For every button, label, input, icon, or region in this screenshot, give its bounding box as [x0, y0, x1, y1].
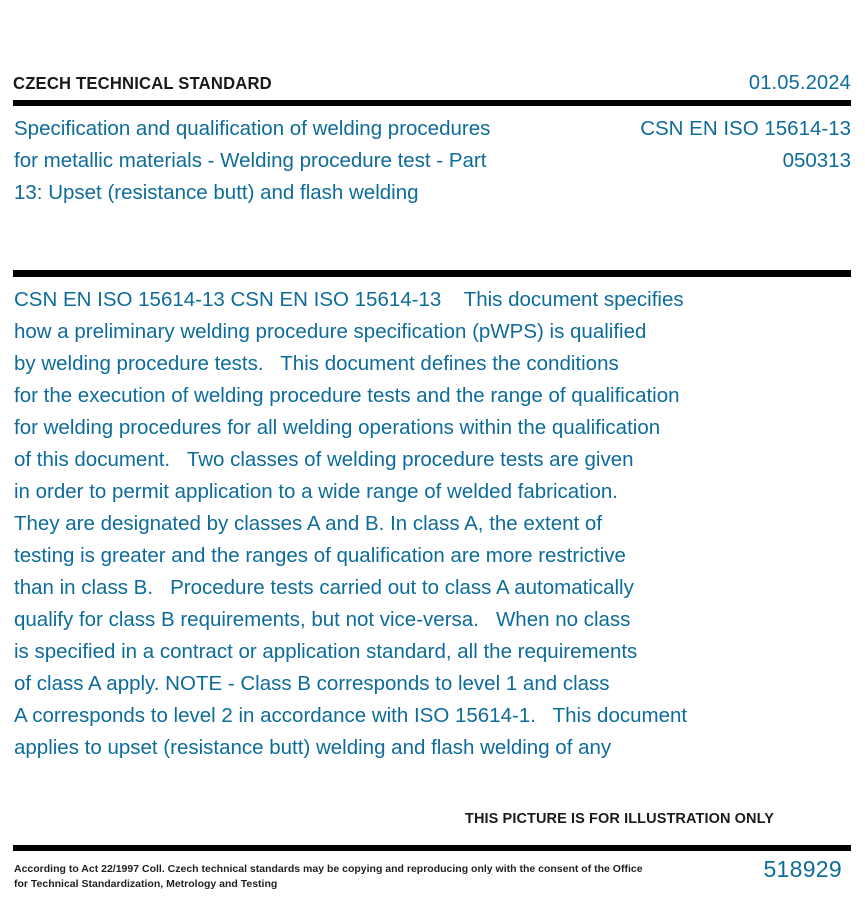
footer-divider-rule	[13, 845, 851, 851]
footer-legal-notice	[14, 862, 643, 892]
abstract-line: qualify for class B requirements, but not vice-versa. When no class	[14, 608, 631, 631]
footer-legal-line: According to Act 22/1997 Coll. Czech technical standards may be copying and reproducing only with the consent of the Office	[14, 863, 643, 875]
standard-classification-code: 050313	[782, 149, 851, 172]
abstract-line: CSN EN ISO 15614-13 CSN EN ISO 15614-13 This document specifies	[14, 288, 684, 311]
header-divider-rule	[13, 100, 851, 106]
document-header	[13, 72, 851, 98]
abstract-line: for the execution of welding procedure tests and the range of qualification	[14, 384, 680, 407]
abstract-line: of class A apply. NOTE - Class B corresponds to level 1 and class	[14, 672, 610, 695]
abstract-line: how a preliminary welding procedure specification (pWPS) is qualified	[14, 320, 647, 343]
footer-legal-line: for Technical Standardization, Metrology and Testing	[14, 878, 278, 890]
document-footer	[14, 856, 851, 892]
abstract-text	[14, 284, 844, 764]
standard-designation: CSN EN ISO 15614-13	[640, 117, 851, 140]
publication-date: 01.05.2024	[748, 72, 851, 94]
abstract-line: by welding procedure tests. This document defines the conditions	[14, 352, 619, 375]
abstract-line: than in class B. Procedure tests carried out to class A automatically	[14, 576, 634, 599]
abstract-line: testing is greater and the ranges of qualification are more restrictive	[14, 544, 626, 567]
title-line-1: Specification and qualification of welding procedures	[14, 117, 491, 140]
abstract-line: for welding procedures for all welding operations within the qualification	[14, 416, 661, 439]
title-line-2: for metallic materials - Welding procedure test - Part	[14, 149, 487, 172]
abstract-line: in order to permit application to a wide range of welded fabrication.	[14, 480, 618, 503]
title-block	[14, 113, 851, 209]
illustration-only-notice: THIS PICTURE IS FOR ILLUSTRATION ONLY	[464, 811, 774, 827]
abstract-line: applies to upset (resistance butt) welding and flash welding of any	[14, 736, 612, 759]
abstract-line: is specified in a contract or application standard, all the requirements	[14, 640, 638, 663]
title-line-3: 13: Upset (resistance butt) and flash welding	[14, 181, 419, 204]
catalogue-number: 518929	[763, 856, 842, 882]
abstract-divider-rule	[13, 270, 851, 277]
abstract-line: A corresponds to level 2 in accordance with ISO 15614-1. This document	[14, 704, 688, 727]
abstract-line: They are designated by classes A and B. In class A, the extent of	[14, 512, 603, 535]
standard-kicker: CZECH TECHNICAL STANDARD	[13, 73, 272, 93]
abstract-line: of this document. Two classes of welding procedure tests are given	[14, 448, 634, 471]
